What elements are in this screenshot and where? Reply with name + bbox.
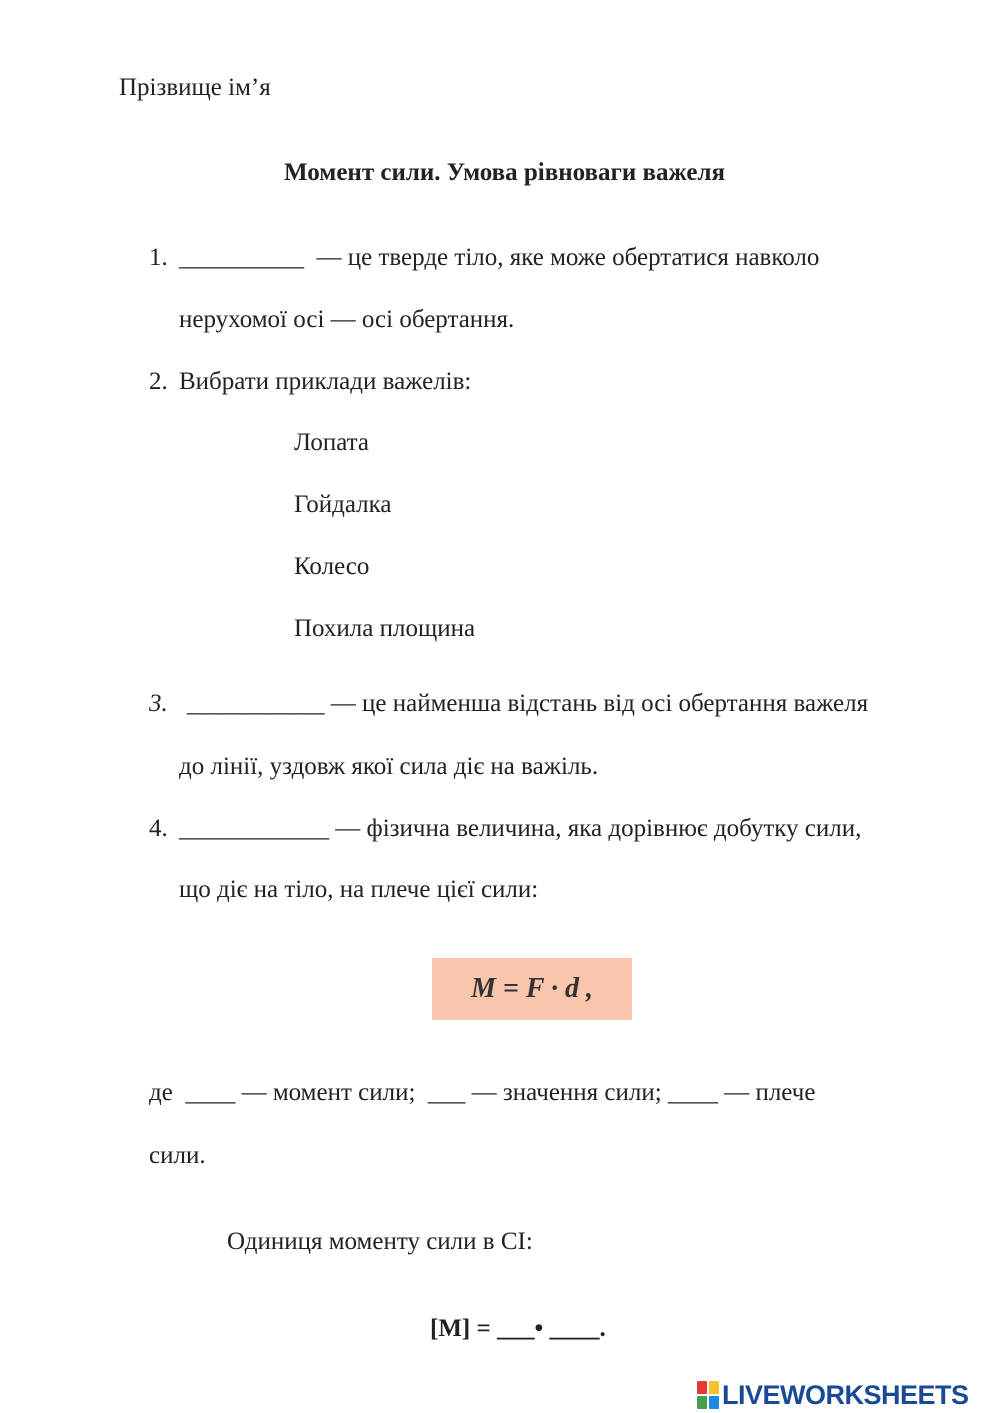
brand-text: LIVEWORKSHEETS [722,1379,969,1410]
q1-line2: нерухомої осі — осі обертання. [179,306,515,333]
name-label: Прізвище ім’я [119,74,271,101]
q2-number: 2. [149,368,168,395]
q1-line1: __________ — це тверде тіло, яке може обертатися навколо [179,244,820,271]
q3-number: 3. [149,690,168,717]
where-line2: сили. [149,1142,206,1169]
formula: M = F · d , [470,973,594,1004]
logo-icon [697,1381,719,1409]
page-title: Момент сили. Умова рівноваги важеля [284,159,725,186]
option-item[interactable]: Колесо [294,553,370,580]
where-line1: де ____ — момент сили; ___ — значення сили; ____ — плече [149,1079,816,1106]
q4-line1: ____________ — фізична величина, яка дорівнює добутку сили, [179,815,862,842]
q2-text: Вибрати приклади важелів: [179,368,472,395]
liveworksheets-logo [697,1378,969,1412]
logo-square [697,1396,707,1409]
unit-expression: [M] = ___• ____. [430,1315,606,1342]
logo-square [709,1396,719,1409]
q1-number: 1. [149,244,168,271]
logo-square [709,1381,719,1394]
q4-number: 4. [149,815,168,842]
option-item[interactable]: Гойдалка [294,491,392,518]
option-item[interactable]: Лопата [294,429,369,456]
formula-box [432,958,632,1020]
q4-line2: що діє на тіло, на плече цієї сили: [179,876,539,903]
q3-line1: ___________ — це найменша відстань від осі обертання важеля [187,690,869,717]
option-item[interactable]: Похила площина [294,615,476,642]
logo-square [697,1381,707,1394]
unit-label: Одиниця моменту сили в СІ: [227,1228,533,1255]
q3-line2: до лінії, уздовж якої сила діє на важіль. [179,753,599,780]
